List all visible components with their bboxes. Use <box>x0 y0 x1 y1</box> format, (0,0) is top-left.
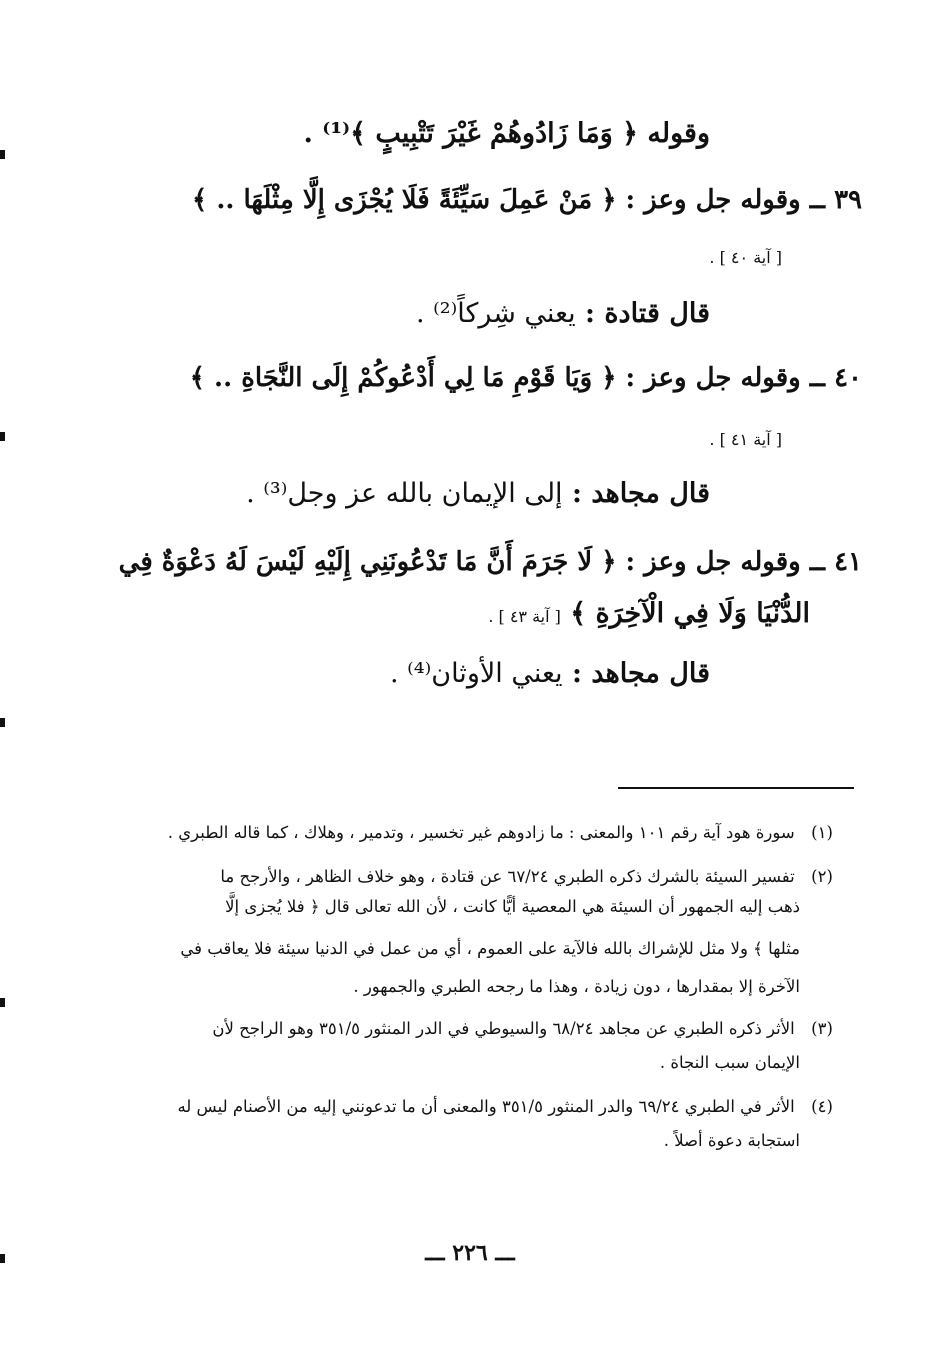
narration-text: يعني الأوثان⁽⁴⁾ . <box>390 658 563 689</box>
narrator-label: قال مجاهد : <box>571 478 710 509</box>
body-line-8: ٤١ ــ وقوله جل وعز : ﴿ لَا جَرَمَ أَنَّ مَا تَدْعُونَنِي إِلَيْهِ لَيْسَ لَهُ دَعْوَةٌ فِي <box>118 547 862 577</box>
verse-ref-43: [ آية ٤٣ ] . <box>488 607 561 626</box>
verse-text: الدُّنْيَا وَلَا فِي الْآخِرَةِ ﴾ <box>570 598 810 629</box>
footnote-text: سورة هود آية رقم ١٠١ والمعنى : ما زادوهم غير تخسير ، وتدمير ، وهلاك ، كما قاله الطبري . <box>167 823 795 842</box>
footnote-3-cont: الإيمان سبب النجاة . <box>659 1053 800 1072</box>
body-line-1: وقوله ﴿ وَمَا زَادُوهُمْ غَيْرَ تَتْبِيبٍ ﴾⁽¹⁾ . <box>303 118 710 149</box>
page-number: ـــ ٢٢٦ ـــ <box>425 1240 515 1266</box>
margin-mark <box>0 150 5 159</box>
narrator-label: قال قتادة : <box>585 298 710 329</box>
footnote-2 <box>220 862 844 892</box>
narration-text: إلى الإيمان بالله عز وجل⁽³⁾ . <box>246 478 563 509</box>
footnote-4-cont: استجابة دعوة أصلاً . <box>663 1131 800 1150</box>
footnote-2-cont: مثلها ﴾ ولا مثل للإشراك بالله فالآية على العموم ، أي من عمل في الدنيا سيئة فلا يعاقب في <box>180 939 800 958</box>
verse-ref-41: [ آية ٤١ ] . <box>709 430 782 449</box>
footnote-number: (٤) <box>811 1097 833 1116</box>
footnote-2-cont: ذهب إليه الجمهور أن السيئة هي المعصية أيًّا كانت ، لأن الله تعالى قال ﴿ فلا يُجزى إلَّا <box>225 897 800 916</box>
footnote-1 <box>168 818 844 848</box>
body-line-5: ٤٠ ــ وقوله جل وعز : ﴿ وَيَا قَوْمِ مَا لِي أَدْعُوكُمْ إِلَى النَّجَاةِ .. ﴾ <box>189 363 862 393</box>
narrator-label: قال مجاهد : <box>571 658 710 689</box>
margin-mark <box>0 432 5 441</box>
body-line-4 <box>416 292 710 336</box>
narration-text: يعني شِركاً⁽²⁾ . <box>415 298 576 329</box>
footnote-separator <box>618 787 854 789</box>
footnote-3 <box>212 1014 844 1044</box>
verse-ref-40: [ آية ٤٠ ] . <box>709 248 782 267</box>
body-line-7 <box>246 472 710 516</box>
body-line-10 <box>390 652 710 696</box>
footnote-number: (٢) <box>811 867 833 886</box>
footnote-text: تفسير السيئة بالشرك ذكره الطبري ٦٧/٢٤ عن قتادة ، وهو خلاف الظاهر ، والأرجح ما <box>220 867 795 886</box>
footnote-number: (٣) <box>811 1019 833 1038</box>
footnote-text: الأثر ذكره الطبري عن مجاهد ٦٨/٢٤ والسيوطي في الدر المنثور ٣٥١/٥ وهو الراجح لأن <box>212 1019 795 1038</box>
margin-mark <box>0 718 5 727</box>
footnote-2-cont: الآخرة إلا بمقدارها ، دون زيادة ، وهذا ما رجحه الطبري والجمهور . <box>353 977 800 996</box>
body-line-9 <box>488 592 810 639</box>
footnote-text: الأثر في الطبري ٦٩/٢٤ والدر المنثور ٣٥١/٥ والمعنى أن ما تدعونني إليه من الأصنام ليس له <box>177 1097 795 1116</box>
margin-mark <box>0 998 5 1007</box>
body-line-2: ٣٩ ــ وقوله جل وعز : ﴿ مَنْ عَمِلَ سَيِّئَةً فَلَا يُجْزَى إِلَّا مِثْلَهَا .. ﴾ <box>192 185 862 215</box>
footnote-number: (١) <box>811 823 833 842</box>
footnote-4 <box>177 1092 844 1122</box>
